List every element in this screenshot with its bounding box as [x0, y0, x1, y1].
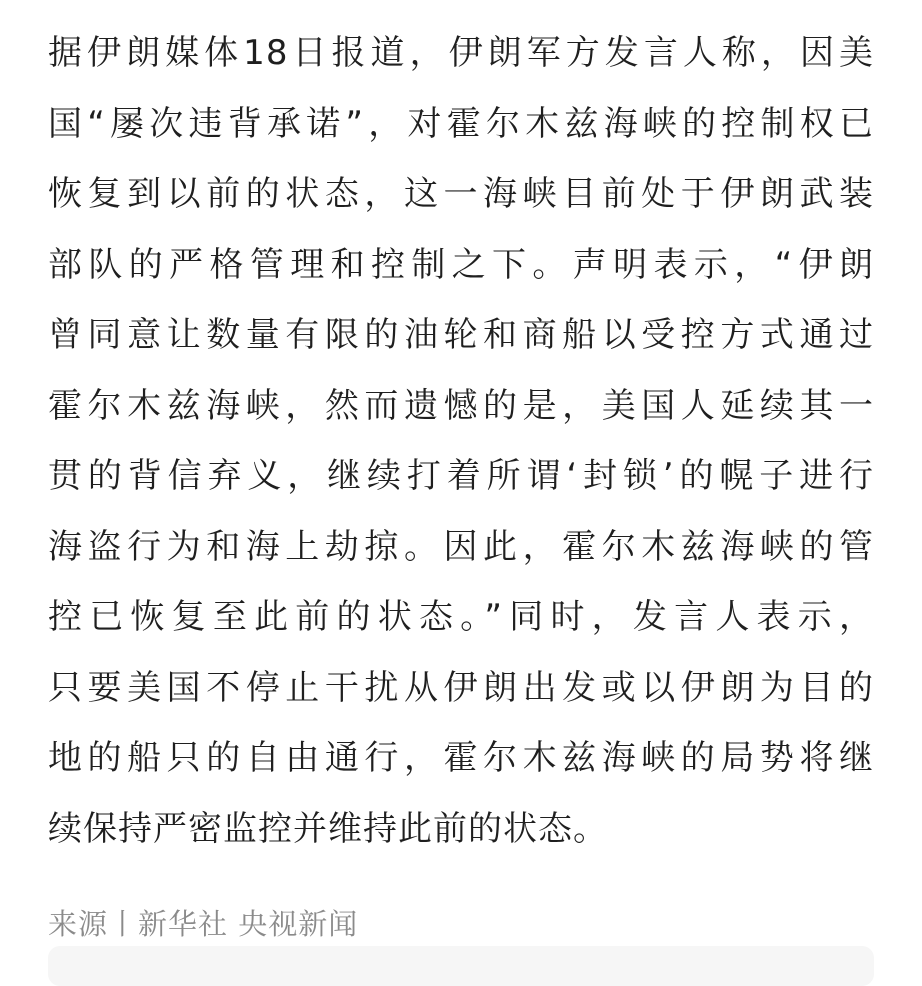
article-line: 霍尔木兹海峡，然而遗憾的是，美国人延续其一 [48, 385, 874, 426]
footer-card [48, 946, 874, 986]
article-line: 部队的严格管理和控制之下。声明表示，“伊朗 [48, 244, 874, 285]
article-line: 贯的背信弃义，继续打着所谓‘封锁’的幌子进行 [48, 456, 874, 496]
article-line: 据伊朗媒体18日报道，伊朗军方发言人称，因美 [48, 33, 874, 73]
article-source: 来源丨新华社 央视新闻 [48, 907, 359, 941]
article-line: 控已恢复至此前的状态。”同时，发言人表示， [48, 597, 874, 637]
article-line: 地的船只的自由通行，霍尔木兹海峡的局势将继 [48, 738, 874, 778]
article-line: 海盗行为和海上劫掠。因此，霍尔木兹海峡的管 [48, 526, 874, 567]
article-line: 只要美国不停止干扰从伊朗出发或以伊朗为目的 [48, 667, 874, 708]
article-line: 曾同意让数量有限的油轮和商船以受控方式通过 [48, 315, 874, 355]
article-line: 国“屡次违背承诺”，对霍尔木兹海峡的控制权已 [48, 103, 874, 144]
article-line: 恢复到以前的状态，这一海峡目前处于伊朗武装 [48, 174, 874, 214]
article-body [48, 18, 874, 864]
article-line: 续保持严密监控并维持此前的状态。 [48, 808, 608, 849]
